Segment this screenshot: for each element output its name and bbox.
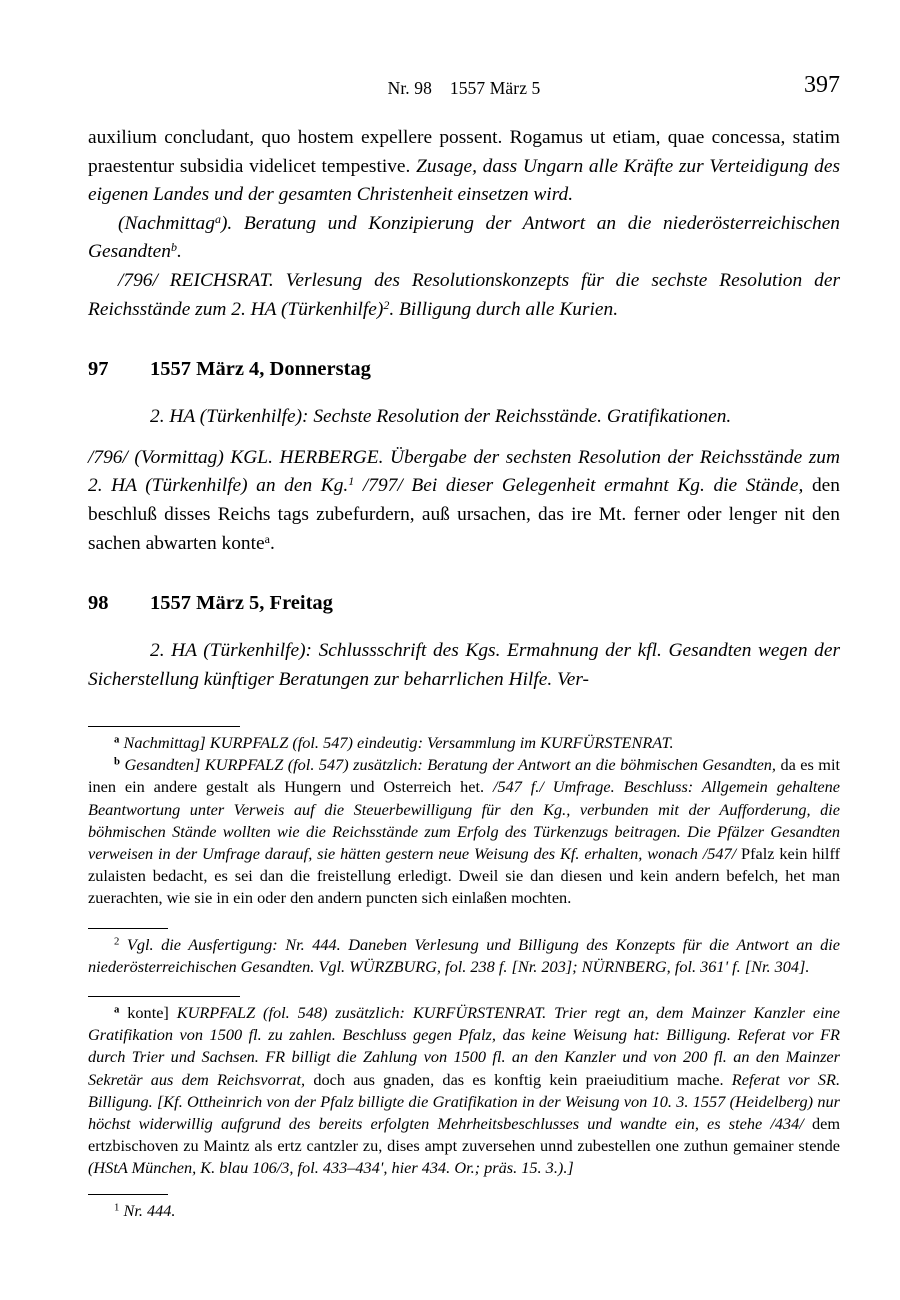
section-97-text [88,444,840,558]
spacer [88,615,840,637]
para1-italic-run: Zusage, dass Ungarn alle Kräfte zur Verteidigung des eigenen Landes und der gesamten Christenheit einsetzen wird. [88,155,840,206]
footnote-2-text: Vgl. die Ausfertigung: Nr. 444. Daneben Verlesung und Billigung des Konzepts für die Antwort an die niederösterreichischen Gesandten. Vgl. WÜRZBURG, fol. 238 f. [Nr. 203]; NÜRNBERG, fol. 361' f. [Nr. 304]. [88,934,840,976]
footnote-a-2 [88,1002,840,1180]
spacer [88,1180,840,1194]
fn-a2-part1: konte] [127,1003,169,1023]
fn-a2-part7: (HStA München, K. blau 106/3, fol. 433–434', hier 434. Or.; präs. 15. 3.).] [88,1158,574,1178]
sec97-end: . [269,532,275,554]
section-title-97: 1557 März 4, Donnerstag [150,358,371,381]
footnote-marker-1: 1 [114,1201,120,1214]
fn-b-part4: /547 f./ Umfrage. Beschluss: Allgemein gehaltene Beantwortung unter Verweis auf die Steuerbewilligung für den Kg., verbunden mit der Aufforderung, die böhmischen Stände wollten wie die Reichsstände zum Erfolg des Türkenzugs beitragen. Die Pfälzer Gesandten verweisen in der Umfrage darauf, sie hätten gestern neue Weisung des Kf. erhalten, wonach [88,777,840,864]
fn-a2-part3: doch aus gnaden, das es konftig kein praeiuditium mache. [305,1069,732,1089]
spacer [88,432,840,444]
para2-run-b: ). Beratung und Konzipierung der Antwort an die niederösterreichischen Gesandten [88,212,840,263]
footnote-b [88,754,840,909]
paragraph-continuation [88,124,840,210]
para1-roman-run: auxilium concludant, quo hostem expellere possent. Rogamus ut etiam, quae concessa, statim praestentur subsidia videlicet tempestive. [88,127,840,177]
fn-b-part3: mit inen ein andere gestalt als Hungern und Osterreich het. [88,755,840,797]
footnote-1 [88,1200,840,1222]
spacer [88,558,840,592]
fn-b-part6: Pfalz kein hilff zulaisten bedacht, es sei dan die freistellung erledigt. Dweil sie dan diesen und kein andern befelch, het man zuerachten, wie sie in ein oder den andern puncten sich einlaßen mochten. [88,844,840,908]
fn-a2-part5: /434/ [770,1114,804,1134]
paragraph-reichsrat [88,267,840,324]
fn-b-part1: Gesandten] KURPFALZ (fol. 547) zusätzlich: Beratung der Antwort an die böhmischen Gesandten, [124,755,781,775]
section-subtitle-98: 2. HA (Türkenhilfe): Schlussschrift des Kgs. Ermahnung der kfl. Gesandten wegen der Sicherstellung künftiger Beratungen zur beharrlichen Hilfe. Ver- [88,640,840,690]
footnote-1-text: Nr. 444. [123,1200,176,1220]
spacer [88,381,840,403]
running-head-title: Nr. 98 1557 März 5 [387,78,541,98]
section-number-97: 97 [88,358,109,381]
footnote-ref-b[interactable]: b [170,240,177,255]
fn-b-part5: /547/ [702,844,737,864]
footnote-rule-3 [88,996,240,997]
para3-run-a: /796/ REICHSRAT. Verlesung des Resolutionskonzepts für die sechste Resolution der Reichsstände zum 2. HA (Türkenhilfe) [88,269,840,320]
sec97-italic-2: /797/ Bei dieser Gelegenheit ermahnt Kg. die Stände, [354,475,804,497]
fn-b-part2: da es [780,755,814,775]
footnote-marker-a: a [114,733,120,746]
sec97-roman: den beschluß disses Reichs tags zubefurdern, auß ursachen, das ire Mt. ferner oder lenger nit den sachen abwarten konte [88,475,840,554]
footnote-ref-1[interactable]: 1 [348,474,355,489]
paragraph-nachmittag [88,210,840,267]
page-number: 397 [804,72,840,98]
section-number-98: 98 [88,592,109,615]
fn-a2-part6: dem ertzbischoven zu Maintz als ertz cantzler zu, dises ampt zuversehen unnd zubestellen one zuthun gemainer stende [88,1114,840,1156]
para2-run-c: . [176,241,182,263]
running-head [88,72,840,104]
spacer [88,324,840,358]
para3-run-b: . Billigung durch alle Kurien. [389,298,619,320]
footnote-ref-a-1[interactable]: a [214,211,221,226]
spacer [88,910,840,928]
fn-a2-part4: Referat vor SR. Billigung. [Kf. Ottheinrich von der Pfalz billigte die Gratifikation in der Weisung von 10. 3. 1557 (Heidelberg) nur höchst widerwillig aufgrund des bereits erfolgten Mehrheitsbeschlusses und wandte ein, es stehe [88,1069,841,1134]
para2-run-a: (Nachmittag [118,212,215,234]
fn-a2-part2: KURPFALZ (fol. 548) zusätzlich: KURFÜRSTENRAT. Trier regt an, dem Mainzer Kanzler eine Gratifikation von 1500 fl. zu zahlen. Beschluss gegen Pfalz, das keine Weisung hat: Billigung. Referat vor FR durch Trier und Sachsen. FR billigt die Zahlung von 1500 fl. an den Kanzler und von 200 fl. an den Mainzer Sekretär aus dem Reichsvorrat, [88,1003,840,1089]
footnote-rule-4 [88,1194,168,1195]
sec97-italic-1: /796/ (Vormittag) KGL. HERBERGE. Übergabe der sechsten Resolution der Reichsstände zum 2. HA (Türkenhilfe) an den Kg. [88,446,840,497]
section-subtitle-97: 2. HA (Türkenhilfe): Sechste Resolution der Reichsstände. Gratifikationen. [150,406,732,428]
footnote-apparatus [88,726,840,1222]
footnote-ref-2[interactable]: 2 [383,297,390,312]
footnote-2 [88,934,840,978]
footnote-ref-a-2[interactable]: a [264,531,270,546]
section-heading-97 [88,358,840,381]
footnote-a-1-text: Nachmittag] KURPFALZ (fol. 547) eindeutig: Versammlung im KURFÜRSTENRAT. [123,733,674,752]
footnote-a-1 [88,732,840,754]
body-text [88,124,840,694]
section-title-98: 1557 März 5, Freitag [150,592,333,615]
footnote-marker-2: 2 [114,935,120,948]
footnote-marker-a-2: a [114,1003,120,1016]
footnote-marker-b: b [114,755,120,768]
spacer [88,978,840,996]
section-heading-98 [88,592,840,615]
footnote-rule-2 [88,928,168,929]
footnote-rule-1 [88,726,240,727]
